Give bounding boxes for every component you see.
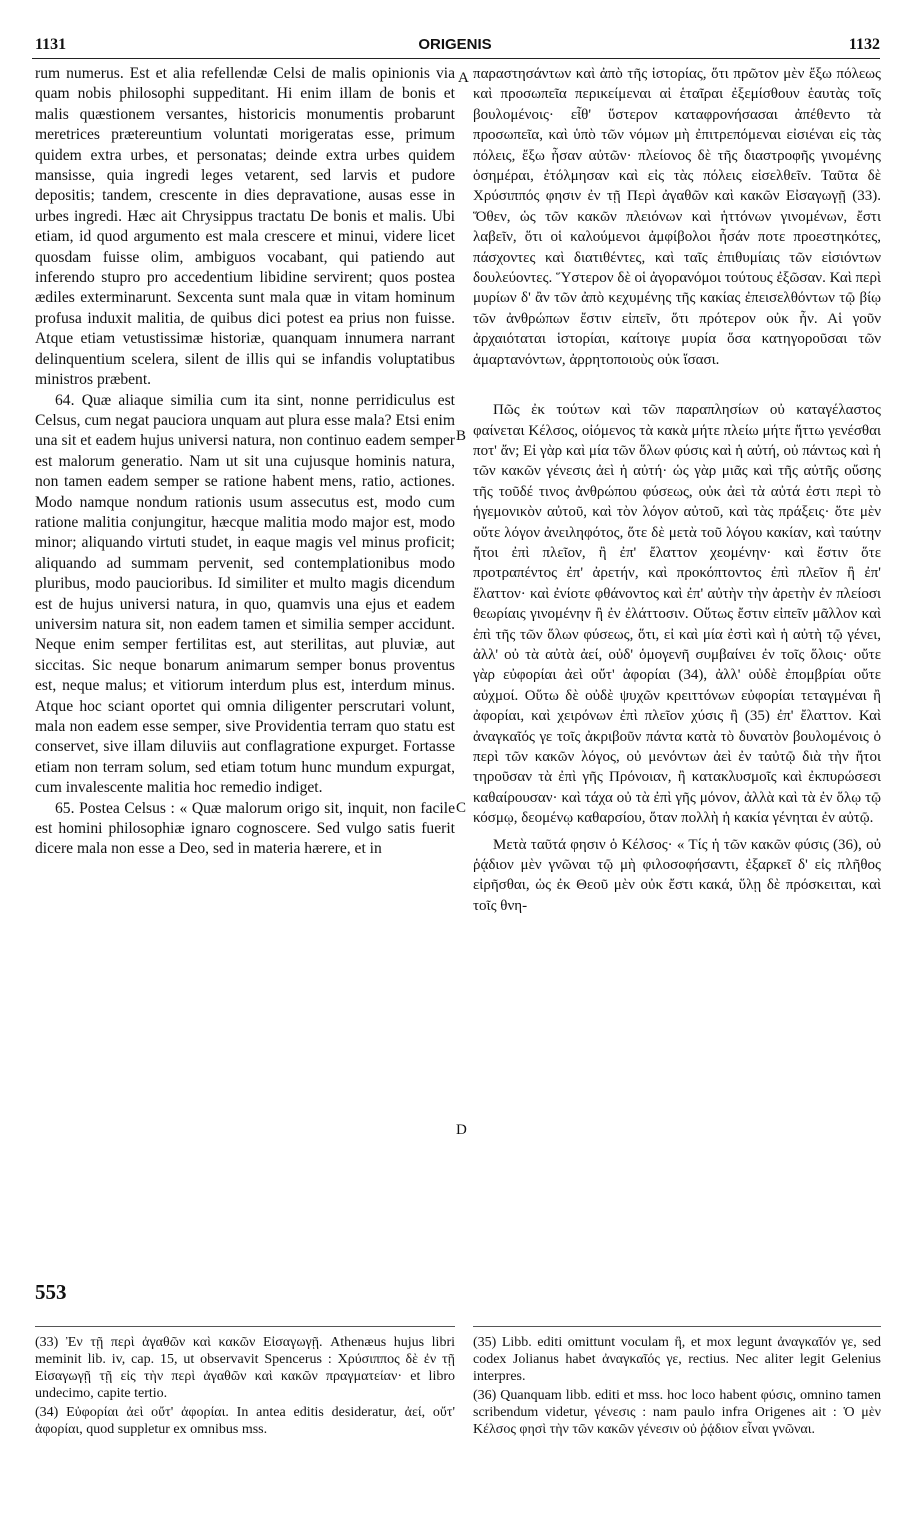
footnote-35: (35) Libb. editi omittunt voculam ἢ, et mox legunt ἀναγκαῖόν γε, sed codex Jolianus habet ἀναγκαῖός γε, rectius. Nec aliter legit Gelenius interpres.: [473, 1335, 881, 1384]
greek-paragraph-2: Πῶς ἐκ τούτων καὶ τῶν παραπλησίων οὐ καταγέλαστος φαίνεται Κέλσος, οἰόμενος τὰ κακὰ μήτε πλείω μήτε ἥττω γενέσθαι ποτ' ἄν; Εἰ γὰρ καὶ μία τῶν ὅλων φύσις καὶ ἡ αὐτή, οὐ πάντως καὶ ἡ τῶν κακῶν γένεσις ἀεὶ ἡ αὐτή· ὡς γὰρ μιᾶς καὶ τῆς αὐτῆς οὔσης τῆς τοῦδέ τινος ἀνθρώπου φύσεως, οὐκ ἀεὶ τὰ αὐτά ἐστι περὶ τὸ ἡγεμονικὸν αὐτοῦ, καὶ τὸν λόγον αὐτοῦ, καὶ τὰς πράξεις· ὅτε μὲν οὔτε λόγον ἀνειληφότος, ὅτε δὲ μετὰ τοῦ λόγου κακίαν, καὶ ταύτην ἤτοι ἐπὶ πλεῖον, ἢ ἐπ' ἔλαττον χεομένην· καὶ ἔστιν ὅτε προτραπέντος ἐπ' ἀρετήν, καὶ προκόπτοντος ἐπὶ πλεῖον ἢ ἐπ' ἔλαττον· καὶ ἐνίοτε φθάνοντος καὶ ἐπ' αὐτὴν τὴν ἀρετὴν ἐν πλείοσι θεωρίαις γινομένην ἢ ἐν ἐλάττοσιν. Οὕτως ἔστιν εἰπεῖν μᾶλλον καὶ ἐπὶ τῆς τῶν ὅλων φύσεως, ὅτι, εἰ καὶ μία ἐστὶ καὶ ἡ αὐτὴ τῷ γένει, ἀλλ' οὐ τὰ αὐτὰ ἀεί, οὐδ' ὁμογενῆ συμβαίνει ἐν τοῖς ὅλοις· οὔτε γὰρ εὐφορίαι ἀεὶ οὔτ' ἀφορίαι (34), ἀλλ' οὐδὲ ἐπομβρίαι οὔτε αὐχμοί. Οὕτω δὲ οὐδὲ ψυχῶν κρειττόνων εὐφορίαι τεταγμέναι ἢ ἀφορίαι, καὶ χειρόνων ἐπὶ πλεῖον χύσις ἢ (35) ἐπ' ἔλαττον. Καὶ ἀναγκαῖός γε τοῖς ἀκριβοῦν πάντα κατὰ τὸ δυνατὸν βουλομένοις ὁ περὶ τῶν κακῶν λόγος, οὐ μενόντων ἀεὶ ἐν ταὐτῷ διὰ τὴν ἤτοι τηροῦσαν τὰ ἐπὶ γῆς Πρόνοιαν, ἢ κατακλυσμοῖς καὶ ἐκπυρώσεσι καθαίρουσαν· καὶ τάχα οὐ τὰ ἐπὶ γῆς μόνον, ἀλλὰ καὶ τὰ ἐν ὅλῳ τῷ κόσμῳ, δεομένῳ καθαρσίου, ὅταν πολλὴ ἡ κακία γένηται ἐν αὐτῷ.: [473, 402, 881, 827]
greek-column: [473, 64, 881, 916]
margin-marker-a: A: [458, 70, 469, 86]
left-page-number: 1131: [35, 36, 67, 53]
header-rule: [32, 58, 880, 59]
greek-paragraph-1: παραστησάντων καὶ ἀπὸ τῆς ἱστορίας, ὅτι πρῶτον μὲν ἔξω πόλεως καὶ προσωπεῖα περικείμεναι αἱ ἑταῖραι ἐξεμίσθουν ἑαυτὰς τοῖς βουλομένοις· εἶθ' ὕστερον καταφρονήσασαι ἀπέθεντο τὰ προσωπεῖα, καὶ ὑπὸ τῶν νόμων μὴ ἐπιτρεπόμεναι εἰσιέναι εἰς τὰς πόλεις, ἔξω ἦσαν αὐτῶν· πλείονος δὲ τῆς διαστροφῆς γινομένης ὁσημέραι, ἐτόλμησαν καὶ εἰς τὰς πόλεις εἰσελθεῖν. Ταῦτα δὲ Χρύσιππός φησιν ἐν τῇ Περὶ ἀγαθῶν καὶ κακῶν Εἰσαγωγῇ (33). Ὅθεν, ὡς τῶν κακῶν πλειόνων καὶ ἡττόνων γινομένων, ἔστι λαβεῖν, ὅτι οἱ καλούμενοι ἀμφίβολοι ἦσάν ποτε προεστηκότες, πάσχοντες καὶ διατιθέντες, καὶ ταῖς ἐπιθυμίαις τῶν εἰσιόντων δουλεύοντες. Ὕστερον δὲ οἱ ἀγορανόμοι τούτους ἐξῶσαν. Καὶ περὶ μυρίων δ' ἂν τῶν ἀπὸ κεχυμένης τῆς κακίας ἐπεισελθόντων τῷ βίῳ τῶν ἀνθρώπων ἔστιν εἰπεῖν, ὅτι πρότερον οὐκ ἦν. Αἱ γοῦν ἀρχαιόταται ἱστορίαι, καίτοιγε μυρία ὅσα κατηγοροῦσαι τῶν ἁμαρτανόντων, ἀρρητοποιοὺς οὐκ ἴσασι.: [473, 66, 881, 368]
column-number-553: 553: [35, 1280, 67, 1304]
latin-paragraph-64: 64. Quæ aliaque similia cum ita sint, nonne perridiculus est Celsus, cum negat pauciora unquam aut plura esse mala? Etsi enim una sit et eadem hujus universi natura, non continuo eadem semper est malorum generatio. Nam ut sit una cujusque hominis natura, non tamen eadem semper se ratione habent mens, ratio, actiones. Modo namque nondum rationis usum assecutus est, modo cum ratione malitia conjungitur, hæcque malitia modo major est, modo minor; aliquando virtuti studet, in eaque magis vel minus proficit; aliquando ad summam pervenit, sed contemplationibus modo pluribus, modo paucioribus. Id similiter et multo magis dicendum est de hujus universi natura, in quo, quamvis una ejus et eadem universim natura sit, non eadem tamen et similia semper accidunt. Neque enim semper fertilitas est, aut sterilitas, aut pluviæ, aut siccitas. Sic neque bonarum animarum semper bonus proventus est, neque malus; et vitiorum interdum plus est, interdum minus. Atque hoc sciant oportet qui omnia diligenter perscrutari volunt, mala non eadem esse semper, sive Providentia terram quo statu est conservet, sive illam diluviis aut conflagratione expurget. Fortasse etiam non terram solum, sed etiam totum hunc mundum expurgat, cum invalescente malitia hoc remedio indiget.: [35, 391, 455, 797]
latin-column: [35, 64, 455, 860]
running-title: ORIGENIS: [418, 36, 492, 53]
margin-marker-c: C: [456, 800, 467, 816]
footnote-34: (34) Εὐφορίαι ἀεὶ οὔτ' ἀφορίαι. In antea editis desideratur, ἀεί, οὔτ' ἀφορίαι, quod suppletur ex omnibus mss.: [35, 1405, 455, 1437]
footnote-rule-right: [473, 1326, 881, 1327]
footnote-33: (33) Ἐν τῇ περὶ ἀγαθῶν καὶ κακῶν Εἰσαγωγῇ. Athenæus hujus libri meminit lib. iv, cap. 15, ut observavit Spencerus : Χρύσιππος δὲ ἐν τῇ Εἰσαγωγῇ τῇ εἰς τὴν περὶ ἀγαθῶν καὶ κακῶν πραγματείαν· et libro undecimo, capite tertio.: [35, 1335, 455, 1401]
latin-paragraph-65: 65. Postea Celsus : « Quæ malorum origo sit, inquit, non facile est homini philosophiæ ignaro cognoscere. Sed vulgo satis fuerit dicere mala non esse a Deo, sed in materia hærere, et in: [35, 799, 455, 858]
footnote-36: (36) Quanquam libb. editi et mss. hoc loco habent φύσις, omnino tamen scribendum videtur, γένεσις : nam paulo infra Origenes ait : Ὁ μὲν Κέλσος φησὶ τὴν τῶν κακῶν γένεσιν οὐ ῥᾴδιον εἶναι γνῶναι.: [473, 1388, 881, 1437]
footnotes-right: [473, 1334, 881, 1440]
latin-paragraph-1: rum numerus. Est et alia refellendæ Celsi de malis opinionis via quam nobis philosophi suppeditant. Hi enim illam de bonis et malis quæstionem versantes, historicis monumentis probarunt meretrices prætereuntium voluntati morigeratas esse, primum quidem extra urbes, et personatas; deinde extra urbes quidem mansisse, quia ingredi leges vetarent, sed larvis et pudore depositis; tandem, crescente in dies depravatione, ausas esse in urbes ingredi. Hæc ait Chrysippus tractatu De bonis et malis. Ubi etiam, id quod argumento est mala crescere et minui, videre licet quosdam fuisse olim, ambiguos vocabant, qui patiendo aut inferendo stupro pro accedentium libidine servirent; quos postea ædiles exterminarunt. Sexcenta sunt mala quæ in vitam hominum profusa induxit malitia, de quibus dici potest ea prius non fuisse. Atque etiam vetustissimæ historiæ, quanquam innumera narrant delinquentium scelera, silent de illis qui se infandis voluptatibus ministros præbent.: [35, 65, 455, 389]
margin-marker-d: D: [456, 1122, 467, 1138]
margin-marker-b: B: [456, 428, 467, 444]
right-page-number: 1132: [848, 36, 880, 53]
greek-paragraph-3: Μετὰ ταῦτά φησιν ὁ Κέλσος· « Τίς ἡ τῶν κακῶν φύσις (36), οὐ ῥᾴδιον μὲν γνῶναι τῷ μὴ φιλοσοφήσαντι, ἐξαρκεῖ δ' εἰς πλῆθος εἰρῆσθαι, ὡς ἐκ Θεοῦ μὲν οὐκ ἔστι κακά, ὕλῃ δὲ πρόσκειται, καὶ τοῖς θνη-: [473, 836, 881, 914]
footnotes-left: [35, 1334, 455, 1440]
footnote-rule-left: [35, 1326, 455, 1327]
